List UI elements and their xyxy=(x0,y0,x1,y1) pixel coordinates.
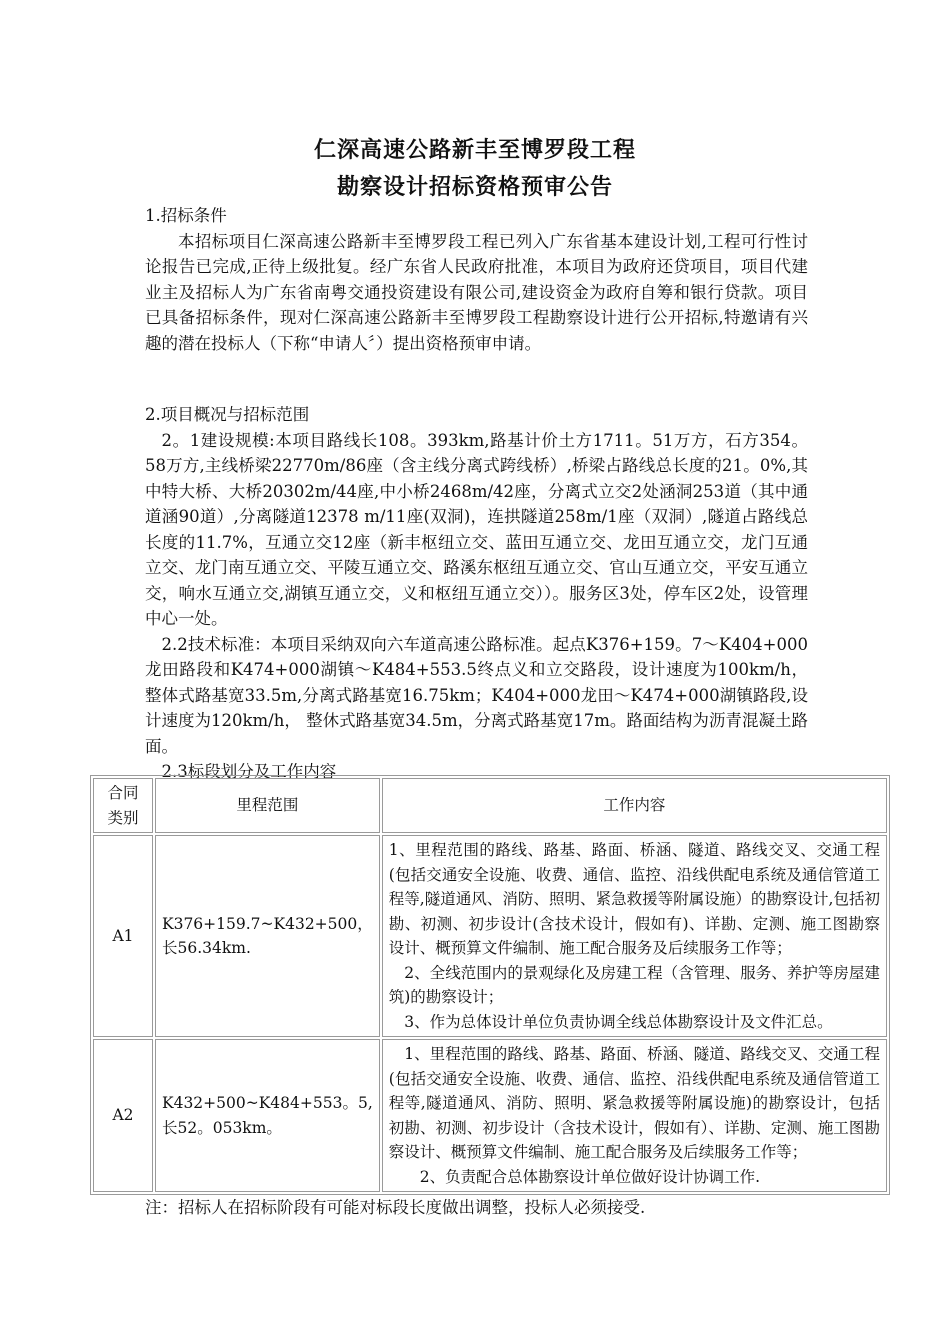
work-item: 2、全线范围内的景观绿化及房建工程（含管理、服务、养护等房屋建筑)的勘察设计； xyxy=(388,963,880,1006)
document-title-line1: 仁深高速公路新丰至博罗段工程 xyxy=(313,138,636,163)
section2-heading: 2.项目概况与招标范围 xyxy=(145,405,310,424)
row-work-content xyxy=(382,835,887,1037)
header-contract-type: 合同类别 xyxy=(93,778,153,833)
work-item: 1、里程范围的路线、路基、路面、桥涵、隧道、路线交叉、交通工程(包括交通安全设施、收费、通信、监控、沿线供配电系统及通信管道工程等,隧道通风、消防、照明、紧急救援等附属设施)的勘察设计，包括初勘、初测、初步设计（含技术设计，假如有）、详勘、定测、施工图勘察设计、概预算文件编制、施工配合服务及后续服务工作等； xyxy=(388,1045,880,1161)
row-mileage-range: K432+500~K484+553。5,长52。053km。 xyxy=(155,1039,380,1192)
section1-paragraph: 本招标项目仁深高速公路新丰至博罗段工程已列入广东省基本建设计划,工程可行性讨论报告已完成,正待上级批复。经广东省人民政府批准，本项目为政府还贷项目，项目代建业主及招标人为广东省南粤交通投资建设有限公司,建设资金为政府自筹和银行贷款。项目已具备招标条件，现对仁深高速公路新丰至博罗段工程勘察设计进行公开招标,特邀请有兴趣的潜在投标人（下称“申请人〞）提出资格预审申请。 xyxy=(145,231,808,353)
table-row xyxy=(93,1039,887,1192)
bid-sections-table-wrap xyxy=(90,775,890,1195)
header-mileage-range: 里程范围 xyxy=(155,778,380,833)
row-contract-type: A2 xyxy=(93,1039,153,1192)
footnote: 注：招标人在招标阶段有可能对标段长度做出调整，投标人必须接受. xyxy=(145,1198,646,1217)
header-work-content: 工作内容 xyxy=(382,778,887,833)
bid-sections-table xyxy=(90,775,890,1195)
section2-2-paragraph: 2.2技术标准：本项目采纳双向六车道高速公路标准。起点K376+159。7～K404+000龙田路段和K474+000湖镇～K484+553.5终点义和立交路段，设计速度为100km/h， 整体式路基宽33.5m,分离式路基宽16.75km；K404+000龙田～K474+000湖镇路段,设计速度为120km/h， 整休式路基宽34.5m，分离式路基宽17m。路面结构为沥青混凝土路面。 xyxy=(145,634,808,756)
work-item: 1、里程范围的路线、路基、路面、桥涵、隧道、路线交叉、交通工程(包括交通安全设施、收费、通信、监控、沿线供配电系统及通信管道工程等,隧道通风、消防、照明、紧急救援等附属设施）的勘察设计,包括初勘、初测、初步设计(含技术设计，假如有)、详勘、定测、施工图勘察设计、概预算文件编制、施工配合服务及后续服务工作等； xyxy=(388,841,880,957)
table-header-row xyxy=(93,778,887,833)
row-mileage-range: K376+159.7~K432+500，长56.34km. xyxy=(155,835,380,1037)
section2-3-heading: 2.3标段划分及工作内容 xyxy=(161,762,337,781)
row-contract-type: A1 xyxy=(93,835,153,1037)
section-bidding-conditions xyxy=(145,203,808,356)
document-title-line2: 勘察设计招标资格预审公告 xyxy=(336,175,613,200)
table-row xyxy=(93,835,887,1037)
section1-heading: 1.招标条件 xyxy=(145,206,227,225)
work-item: 3、作为总体设计单位负责协调全线总体勘察设计及文件汇总。 xyxy=(404,1012,833,1031)
section-project-overview xyxy=(145,402,808,785)
section2-1-paragraph: 2。1建设规模:本项目路线长108。393km,路基计价土方1711。51万方，石方354。58万方,主线桥梁22770m/86座（含主线分离式跨线桥）,桥梁占路线总长度的21。0%,其中特大桥、大桥20302m/44座,中小桥2468m/42座，分离式立交2处涵洞253道（其中通道涵90道）,分离隧道12378 m/11座(双洞)，连拱隧道258m/1座（双洞）,隧道占路线总长度的11.7%，互通立交12座（新丰枢纽立交、蓝田互通立交、龙田互通立交，龙门互通立交、龙门南互通立交、平陵互通立交、路溪东枢纽互通立交、官山互通立交，平安互通立交，响水互通立交,湖镇互通立交，义和枢纽互通立交））。服务区3处，停车区2处，设管理中心一处。 xyxy=(145,430,808,628)
work-item: 2、负责配合总体勘察设计单位做好设计协调工作. xyxy=(419,1167,761,1186)
row-work-content xyxy=(382,1039,887,1192)
